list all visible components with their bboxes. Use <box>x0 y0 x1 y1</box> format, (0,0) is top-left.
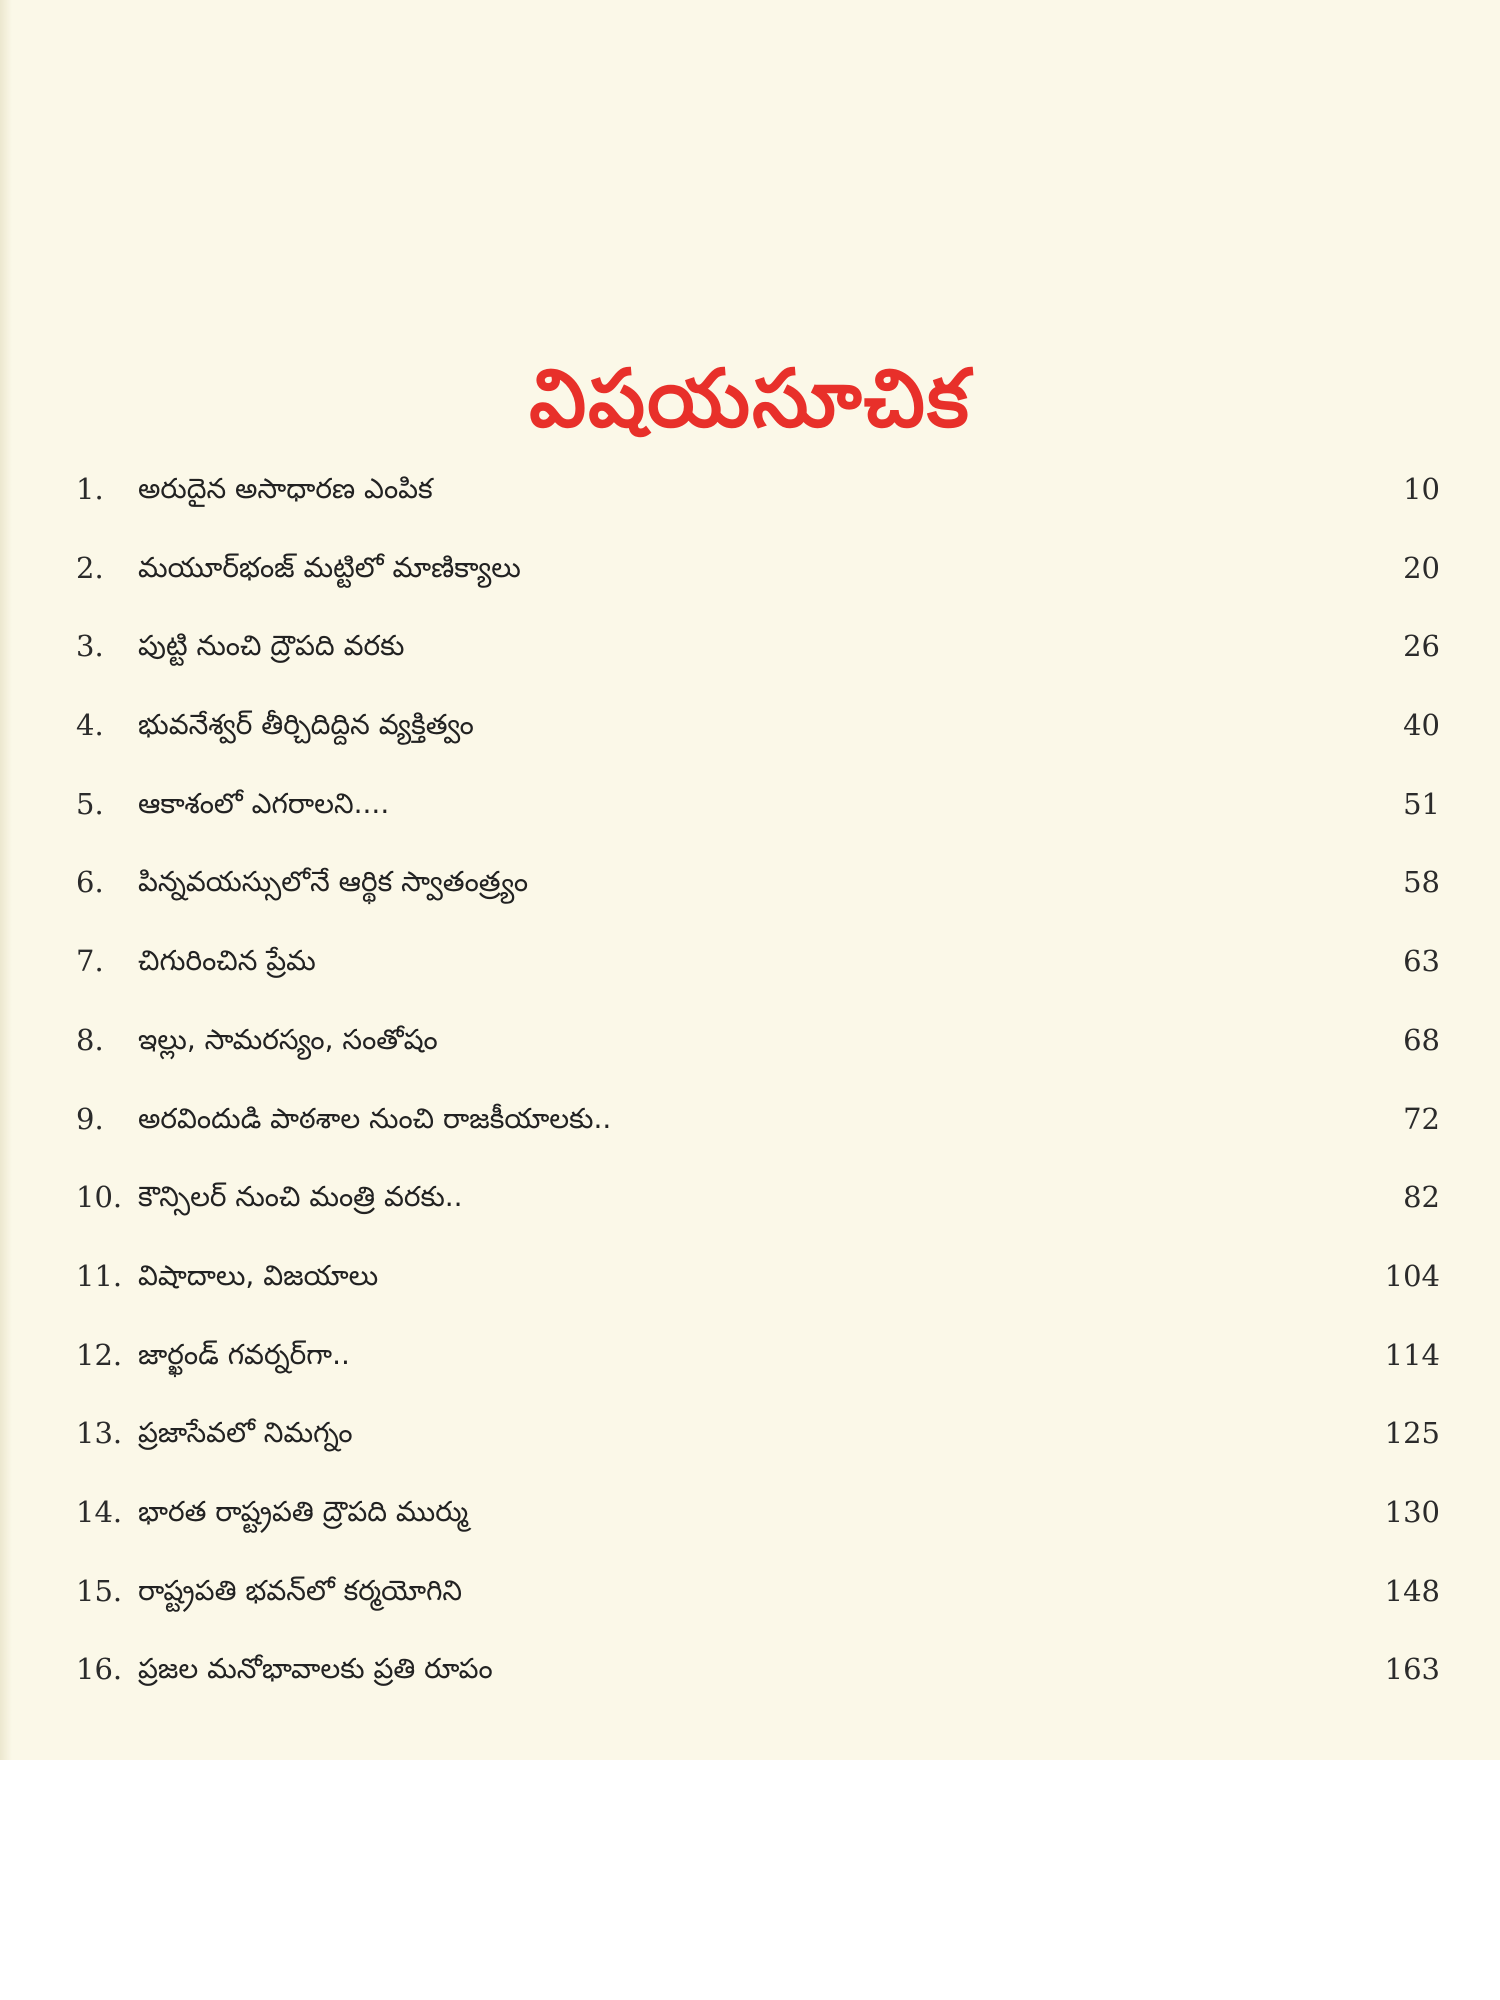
toc-entry-page-number: 63 <box>1403 944 1440 979</box>
toc-entry-number: 5. <box>76 786 104 821</box>
toc-entry-title: భువనేశ్వర్ తీర్చిదిద్దిన వ్యక్తిత్వం <box>138 708 474 742</box>
toc-entry-title: ప్రజాసేవలో నిమగ్నం <box>138 1416 353 1450</box>
toc-entry <box>0 1242 1500 1321</box>
toc-entry-title: రాష్ట్రపతి భవన్‌లో కర్మయోగిని <box>138 1573 463 1607</box>
toc-entry <box>0 1085 1500 1164</box>
toc-entry-number: 12. <box>76 1337 123 1372</box>
toc-entry-page-number: 26 <box>1403 629 1440 664</box>
toc-entry-page-number: 58 <box>1403 865 1440 900</box>
toc-entry-number: 3. <box>76 629 104 664</box>
toc-entry <box>0 927 1500 1006</box>
toc-entry-title: భారత రాష్ట్రపతి ద్రౌపది ముర్ము <box>138 1494 469 1528</box>
toc-entry-number: 7. <box>76 944 104 979</box>
toc-entry-number: 14. <box>76 1494 123 1529</box>
toc-entry <box>0 1557 1500 1636</box>
toc-entry <box>0 848 1500 927</box>
toc-entry-number: 10. <box>76 1180 123 1215</box>
toc-entry-page-number: 20 <box>1403 550 1440 585</box>
toc-entry-number: 11. <box>76 1258 123 1293</box>
toc-entry-title: పిన్నవయస్సులోనే ఆర్థిక స్వాతంత్ర్యం <box>138 865 529 899</box>
toc-entry-page-number: 114 <box>1384 1337 1440 1372</box>
toc-entry <box>0 534 1500 613</box>
toc-entry <box>0 691 1500 770</box>
toc-entry-title: మయూర్‌భంజ్ మట్టిలో మాణిక్యాలు <box>138 550 521 584</box>
toc-entry-number: 13. <box>76 1416 123 1451</box>
toc-entry <box>0 612 1500 691</box>
toc-entry-title: చిగురించిన ప్రేమ <box>138 944 316 978</box>
toc-entry-page-number: 125 <box>1384 1416 1440 1451</box>
toc-entry <box>0 1006 1500 1085</box>
toc-entry-page-number: 40 <box>1403 708 1440 743</box>
toc-entry-title: అరుదైన అసాధారణ ఎంపిక <box>138 472 433 505</box>
toc-entry <box>0 455 1500 534</box>
toc-entry-page-number: 82 <box>1403 1180 1440 1215</box>
toc-entry-page-number: 163 <box>1384 1652 1440 1687</box>
toc-entry-number: 1. <box>76 472 104 506</box>
toc-entry-page-number: 148 <box>1384 1573 1440 1608</box>
toc-entry <box>0 1478 1500 1557</box>
toc-entry <box>0 1321 1500 1400</box>
toc-entry <box>0 1163 1500 1242</box>
toc-entry <box>0 1399 1500 1478</box>
toc-entry-title: జార్ఖండ్ గవర్నర్‌గా.. <box>138 1337 350 1371</box>
toc-entry-number: 6. <box>76 865 104 900</box>
toc-entry-page-number: 51 <box>1403 786 1440 821</box>
toc-entry-title: ఇల్లు, సామరస్యం, సంతోషం <box>138 1022 438 1056</box>
toc-entry-title: కౌన్సిలర్ నుంచి మంత్రి వరకు.. <box>138 1180 463 1214</box>
toc-entry-title: పుట్టి నుంచి ద్రౌపది వరకు <box>138 629 405 663</box>
toc-entry-number: 2. <box>76 550 104 585</box>
toc-entry-number: 4. <box>76 708 104 743</box>
toc-entry-title: విషాదాలు, విజయాలు <box>138 1258 379 1292</box>
toc-entry-page-number: 104 <box>1384 1258 1440 1293</box>
toc-entry-title: ప్రజల మనోభావాలకు ప్రతి రూపం <box>138 1652 493 1686</box>
toc-list <box>0 455 1500 1714</box>
toc-entry-number: 9. <box>76 1101 104 1136</box>
toc-title: విషయసూచిక <box>529 351 971 445</box>
toc-entry-title: అరవిందుడి పాఠశాల నుంచి రాజకీయాలకు.. <box>138 1101 612 1135</box>
toc-entry-number: 15. <box>76 1573 123 1608</box>
toc-entry-page-number: 72 <box>1403 1101 1440 1136</box>
toc-entry-number: 16. <box>76 1652 123 1687</box>
toc-entry-page-number: 68 <box>1403 1022 1440 1057</box>
toc-entry-title: ఆకాశంలో ఎగరాలని.... <box>138 786 390 820</box>
toc-entry-page-number: 10 <box>1403 472 1440 506</box>
toc-entry <box>0 1635 1500 1714</box>
toc-entry <box>0 770 1500 849</box>
toc-entry-page-number: 130 <box>1384 1494 1440 1529</box>
toc-entry-number: 8. <box>76 1022 104 1057</box>
